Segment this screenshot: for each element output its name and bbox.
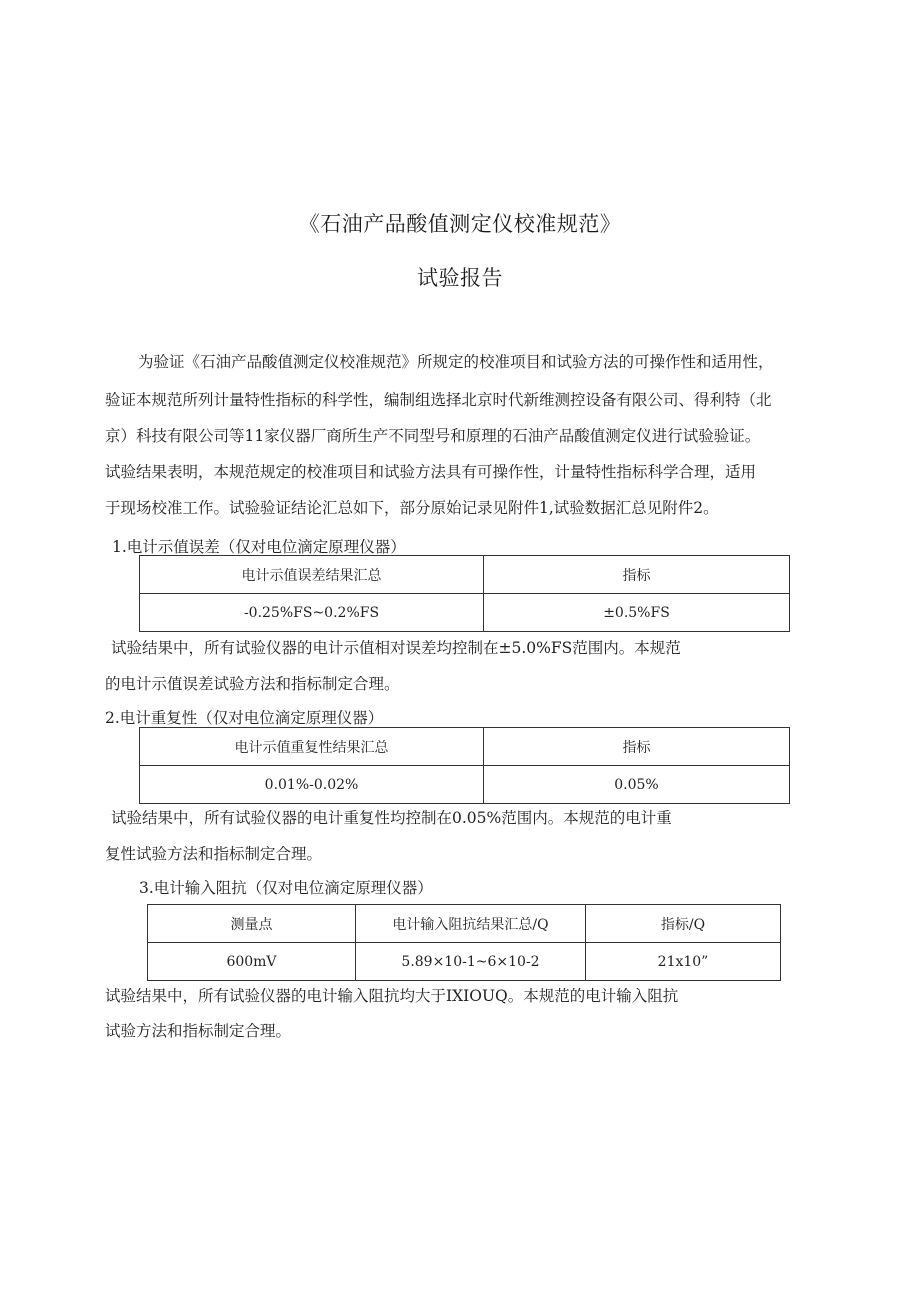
intro-line: 验证本规范所列计量特性指标的科学性，编制组选择北京时代新维测控设备有限公司、得利特（北 — [105, 391, 772, 409]
table-cell: 0.05% — [484, 766, 790, 804]
table-cell: 0.01%-0.02% — [140, 766, 484, 804]
table-cell: 5.89×10-1~6×10-2 — [356, 943, 586, 981]
table-header-row — [140, 728, 790, 766]
table-header-cell: 指标/Q — [586, 905, 781, 943]
table-cell: -0.25%FS~0.2%FS — [140, 594, 484, 632]
table-header-row — [148, 905, 781, 943]
table-row — [140, 594, 790, 632]
section2-conclusion-line: 复性试验方法和指标制定合理。 — [105, 845, 323, 863]
table-header-row — [140, 556, 790, 594]
table-row — [148, 943, 781, 981]
section2-table — [139, 727, 790, 804]
document-subtitle: 试验报告 — [417, 266, 503, 290]
intro-line: 试验结果表明，本规范规定的校准项目和试验方法具有可操作性，计量特性指标科学合理，适用 — [105, 463, 757, 481]
table-header-cell: 指标 — [484, 556, 790, 594]
intro-line: 为验证《石油产品酸值测定仪校准规范》所规定的校准项目和试验方法的可操作性和适用性， — [138, 353, 774, 371]
table-row — [140, 766, 790, 804]
section1-table — [139, 555, 790, 632]
section1-conclusion-line: 的电计示值误差试验方法和指标制定合理。 — [105, 675, 400, 693]
table-header-cell: 电计示值误差结果汇总 — [140, 556, 484, 594]
document-title: 《石油产品酸值测定仪校准规范》 — [298, 212, 622, 236]
section3-heading: 3.电计输入阻抗（仅对电位滴定原理仪器） — [139, 879, 433, 897]
section2-conclusion-line: 试验结果中，所有试验仪器的电计重复性均控制在0.05%范围内。本规范的电计重 — [111, 809, 672, 827]
section1-conclusion-line: 试验结果中，所有试验仪器的电计示值相对误差均控制在±5.0%FS范围内。本规范 — [111, 639, 681, 657]
table-header-cell: 电计示值重复性结果汇总 — [140, 728, 484, 766]
section2-heading: 2.电计重复性（仅对电位滴定原理仪器） — [105, 709, 384, 727]
intro-line: 于现场校准工作。试验验证结论汇总如下，部分原始记录见附件1,试验数据汇总见附件2。 — [105, 499, 719, 517]
section1-heading: 1.电计示值误差（仅对电位滴定原理仪器） — [112, 538, 406, 556]
section3-conclusion-line: 试验方法和指标制定合理。 — [105, 1022, 292, 1040]
section3-table — [147, 904, 781, 981]
table-header-cell: 电计输入阻抗结果汇总/Q — [356, 905, 586, 943]
section3-conclusion-line: 试验结果中，所有试验仪器的电计输入阻抗均大于IXIOUQ。本规范的电计输入阻抗 — [105, 987, 679, 1005]
table-header-cell: 指标 — [484, 728, 790, 766]
table-cell: 600mV — [148, 943, 356, 981]
table-cell: ±0.5%FS — [484, 594, 790, 632]
table-header-cell: 测量点 — [148, 905, 356, 943]
intro-line: 京）科技有限公司等11家仪器厂商所生产不同型号和原理的石油产品酸值测定仪进行试验验证。 — [105, 427, 761, 445]
table-cell: 21x10” — [586, 943, 781, 981]
